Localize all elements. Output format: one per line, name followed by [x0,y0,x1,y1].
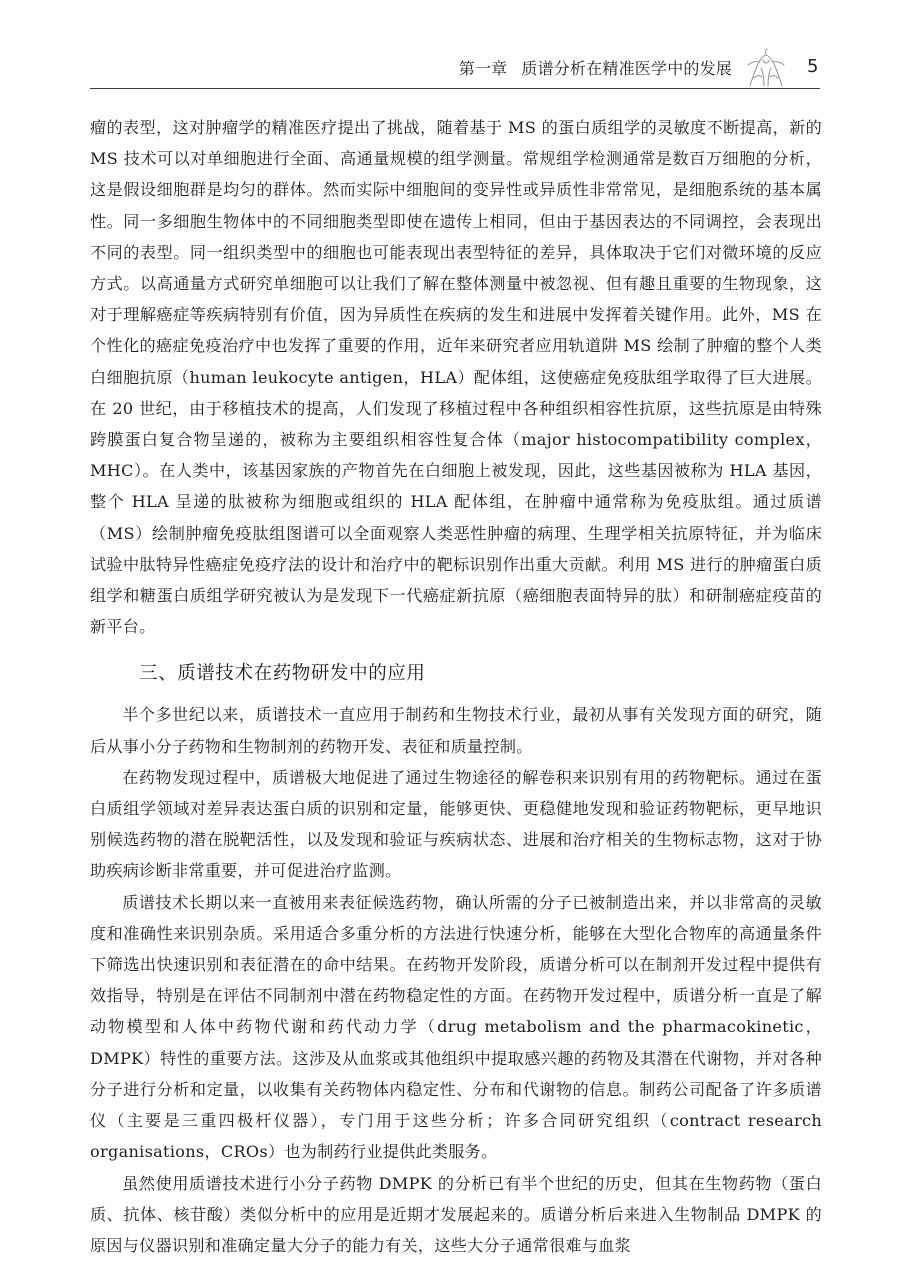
paragraph-4: 质谱技术长期以来一直被用来表征候选药物，确认所需的分子已被制造出来，并以非常高的灵敏度和准确性来识别杂质。采用适合多重分析的方法进行快速分析，能够在大型化合物库的高通量条件下筛选出快速识别和表征潜在的命中结果。在药物开发阶段，质谱分析可以在制剂开发过程中提供有效指导，特别是在评估不同制剂中潜在药物稳定性的方面。在药物开发过程中，质谱分析一直是了解动物模型和人体中药物代谢和药代动力学（drug metabolism and the pharmacokinetic，DMPK）特性的重要方法。这涉及从血浆或其他组织中提取感兴趣的药物及其潜在代谢物，并对各种分子进行分析和定量，以收集有关药物体内稳定性、分布和代谢物的信息。制药公司配备了许多质谱仪（主要是三重四极杆仪器），专门用于这些分析；许多合同研究组织（contract research organisations，CROs）也为制药行业提供此类服务。 [90,887,822,1168]
paragraph-3: 在药物发现过程中，质谱极大地促进了通过生物途径的解卷积来识别有用的药物靶标。通过在蛋白质组学领域对差异表达蛋白质的识别和定量，能够更快、更稳健地发现和验证药物靶标，更早地识别候选药物的潜在脱靶活性，以及发现和验证与疾病状态、进展和治疗相关的生物标志物，这对于协助疾病诊断非常重要，并可促进治疗监测。 [90,762,822,887]
header-rule [90,88,820,89]
chapter-title: 质谱分析在精准医学中的发展 [521,59,732,78]
paragraph-5: 虽然使用质谱技术进行小分子药物 DMPK 的分析已有半个世纪的历史，但其在生物药物（蛋白质、抗体、核苷酸）类似分析中的应用是近期才发展起来的。质谱分析后来进入生物制品 DMPK 的原因与仪器识别和准确定量大分子的能力有关，这些大分子通常很难与血浆 [90,1168,822,1261]
section-heading: 三、质谱技术在药物研发中的应用 [90,659,822,689]
page-body [90,112,822,1261]
running-header-title [459,58,732,80]
page-number: 5 [807,55,818,79]
paragraph-2: 半个多世纪以来，质谱技术一直应用于制药和生物技术行业，最初从事有关发现方面的研究，随后从事小分子药物和生物制剂的药物开发、表征和质量控制。 [90,699,822,761]
chapter-label: 第一章 [459,59,508,78]
running-header [0,0,900,92]
paragraph-1: 瘤的表型，这对肿瘤学的精准医疗提出了挑战，随着基于 MS 的蛋白质组学的灵敏度不断提高，新的 MS 技术可以对单细胞进行全面、高通量规模的组学测量。常规组学检测通常是数百万细胞的分析，这是假设细胞群是均匀的群体。然而实际中细胞间的变异性或异质性非常常见，是细胞系统的基本属性。同一多细胞生物体中的不同细胞类型即使在遗传上相同，但由于基因表达的不同调控，会表现出不同的表型。同一组织类型中的细胞也可能表现出表型特征的差异，具体取决于它们对微环境的反应方式。以高通量方式研究单细胞可以让我们了解在整体测量中被忽视、但有趣且重要的生物现象，这对于理解癌症等疾病特别有价值，因为异质性在疾病的发生和进展中发挥着关键作用。此外，MS 在个性化的癌症免疫治疗中也发挥了重要的作用，近年来研究者应用轨道阱 MS 绘制了肿瘤的整个人类白细胞抗原（human leukocyte antigen，HLA）配体组，这使癌症免疫肽组学取得了巨大进展。在 20 世纪，由于移植技术的提高，人们发现了移植过程中各种组织相容性抗原，这些抗原是由特殊跨膜蛋白复合物呈递的，被称为主要组织相容性复合体（major histocompatibility complex，MHC）。在人类中，该基因家族的产物首先在白细胞上被发现，因此，这些基因被称为 HLA 基因，整个 HLA 呈递的肽被称为细胞或组织的 HLA 配体组，在肿瘤中通常称为免疫肽组。通过质谱（MS）绘制肿瘤免疫肽组图谱可以全面观察人类恶性肿瘤的病理、生理学相关抗原特征，并为临床试验中肽特异性癌症免疫疗法的设计和治疗中的靶标识别作出重大贡献。利用 MS 进行的肿瘤蛋白质组学和糖蛋白质组学研究被认为是发现下一代癌症新抗原（癌细胞表面特异的肽）和研制癌症疫苗的新平台。 [90,112,822,642]
decorative-figure-icon [744,48,788,88]
